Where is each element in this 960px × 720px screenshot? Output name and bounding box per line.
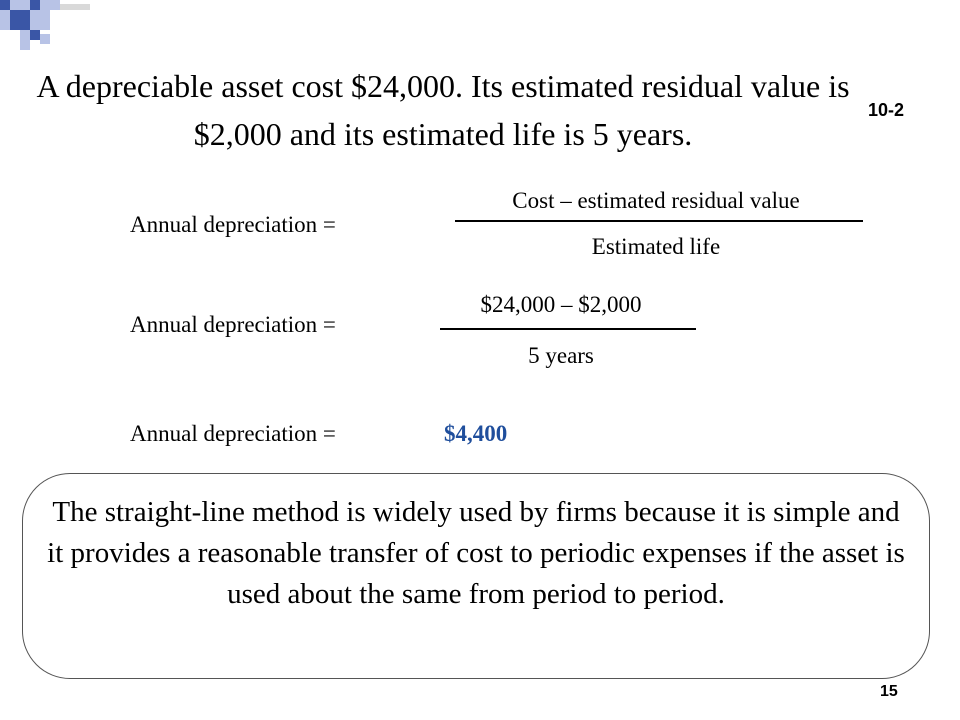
calculation-fraction-bar <box>440 328 696 330</box>
formula-denominator: Estimated life <box>591 234 721 259</box>
slide-title: A depreciable asset cost $24,000. Its estimated residual value is $2,000 and its estimated life is 5 years. <box>36 68 850 152</box>
page-number: 15 <box>880 683 898 700</box>
calculation-numerator: $24,000 – $2,000 <box>480 292 642 317</box>
result-label: Annual depreciation = <box>130 421 336 446</box>
logo-squares <box>0 0 90 60</box>
calculation-denominator: 5 years <box>528 343 594 368</box>
formula-fraction-bar <box>455 220 863 222</box>
callout-text: The straight-line method is widely used by firms because it is simple and it provides a reasonable transfer of cost to periodic expenses if the asset is used about the same from period to period. <box>47 496 905 610</box>
formula-numerator: Cost – estimated residual value <box>512 188 800 213</box>
callout-box <box>22 473 930 679</box>
calculation-label: Annual depreciation = <box>130 312 336 337</box>
formula-label: Annual depreciation = <box>130 212 336 237</box>
slide-code: 10-2 <box>868 100 905 120</box>
result-value: $4,400 <box>444 421 508 446</box>
